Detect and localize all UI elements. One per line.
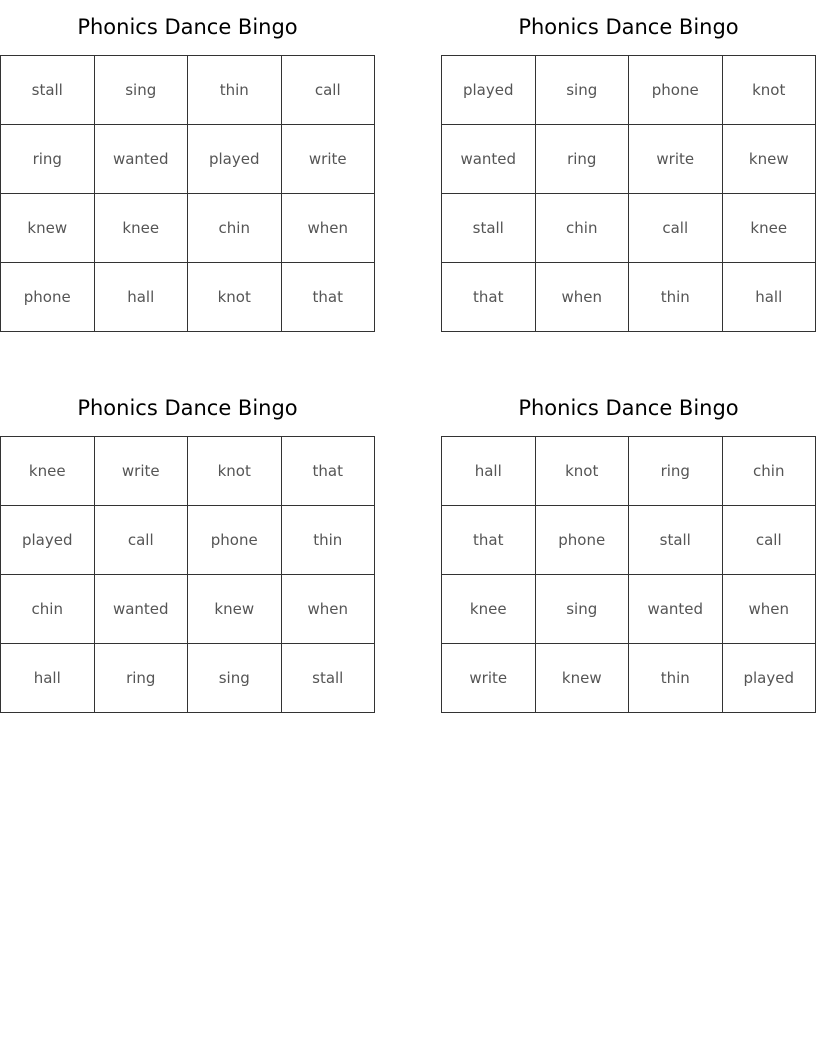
bingo-cell: knew: [1, 194, 95, 263]
grid-row: [1, 506, 375, 575]
grid-row: [442, 437, 816, 506]
bingo-cell: write: [442, 644, 536, 713]
bingo-cell: ring: [535, 125, 629, 194]
bingo-cell: wanted: [629, 575, 723, 644]
grid-row: [1, 575, 375, 644]
bingo-cell: call: [722, 506, 816, 575]
bingo-cell: played: [442, 56, 536, 125]
bingo-cell: that: [442, 263, 536, 332]
grid-row: [1, 56, 375, 125]
bingo-cell: call: [94, 506, 188, 575]
bingo-cell: knot: [722, 56, 816, 125]
grid-row: [1, 194, 375, 263]
bingo-cell: chin: [188, 194, 282, 263]
bingo-cell: knee: [442, 575, 536, 644]
bingo-cell: stall: [281, 644, 375, 713]
bingo-cell: knew: [722, 125, 816, 194]
bingo-cell: ring: [629, 437, 723, 506]
card-title: Phonics Dance Bingo: [77, 396, 298, 420]
bingo-cell: knew: [188, 575, 282, 644]
card-title: Phonics Dance Bingo: [77, 15, 298, 39]
grid-row: [442, 575, 816, 644]
bingo-cell: chin: [535, 194, 629, 263]
bingo-cell: played: [722, 644, 816, 713]
grid-row: [1, 125, 375, 194]
bingo-cell: phone: [629, 56, 723, 125]
bingo-cell: phone: [1, 263, 95, 332]
bingo-cell: sing: [94, 56, 188, 125]
bingo-cell: ring: [94, 644, 188, 713]
bingo-cell: knot: [535, 437, 629, 506]
bingo-grid: [441, 55, 816, 332]
bingo-cell: hall: [1, 644, 95, 713]
bingo-cell: knee: [1, 437, 95, 506]
bingo-cell: stall: [1, 56, 95, 125]
bingo-cell: when: [281, 575, 375, 644]
bingo-cell: that: [442, 506, 536, 575]
grid-row: [442, 506, 816, 575]
grid-row: [1, 263, 375, 332]
bingo-cell: wanted: [94, 575, 188, 644]
grid-row: [442, 56, 816, 125]
bingo-cell: wanted: [94, 125, 188, 194]
bingo-cell: knee: [722, 194, 816, 263]
grid-row: [442, 644, 816, 713]
bingo-cell: ring: [1, 125, 95, 194]
grid-row: [1, 644, 375, 713]
bingo-cell: sing: [535, 575, 629, 644]
card-title: Phonics Dance Bingo: [518, 15, 739, 39]
bingo-cell: knot: [188, 437, 282, 506]
bingo-card-1: [0, 0, 375, 332]
bingo-cell: when: [535, 263, 629, 332]
bingo-cell: played: [188, 125, 282, 194]
bingo-card-3: [0, 381, 375, 713]
bingo-cell: phone: [188, 506, 282, 575]
bingo-cell: knee: [94, 194, 188, 263]
bingo-cell: knot: [188, 263, 282, 332]
bingo-cell: when: [281, 194, 375, 263]
bingo-cell: that: [281, 263, 375, 332]
bingo-cell: thin: [629, 263, 723, 332]
bingo-cell: wanted: [442, 125, 536, 194]
bingo-cell: knew: [535, 644, 629, 713]
bingo-cell: write: [281, 125, 375, 194]
bingo-cell: thin: [188, 56, 282, 125]
bingo-cell: played: [1, 506, 95, 575]
bingo-cell: chin: [1, 575, 95, 644]
bingo-cell: stall: [442, 194, 536, 263]
bingo-cell: call: [629, 194, 723, 263]
bingo-grid: [441, 436, 816, 713]
card-title: Phonics Dance Bingo: [518, 396, 739, 420]
bingo-cell: call: [281, 56, 375, 125]
bingo-cell: write: [629, 125, 723, 194]
bingo-cell: sing: [188, 644, 282, 713]
bingo-cell: hall: [442, 437, 536, 506]
bingo-cell: write: [94, 437, 188, 506]
bingo-card-2: [441, 0, 816, 332]
bingo-cell: chin: [722, 437, 816, 506]
bingo-cell: hall: [722, 263, 816, 332]
bingo-cell: hall: [94, 263, 188, 332]
bingo-cell: phone: [535, 506, 629, 575]
bingo-grid: [0, 436, 375, 713]
grid-row: [442, 125, 816, 194]
bingo-card-4: [441, 381, 816, 713]
bingo-grid: [0, 55, 375, 332]
bingo-cell: thin: [281, 506, 375, 575]
bingo-cell: stall: [629, 506, 723, 575]
grid-row: [442, 263, 816, 332]
bingo-cell: thin: [629, 644, 723, 713]
bingo-cell: that: [281, 437, 375, 506]
bingo-cell: when: [722, 575, 816, 644]
bingo-cell: sing: [535, 56, 629, 125]
grid-row: [442, 194, 816, 263]
grid-row: [1, 437, 375, 506]
